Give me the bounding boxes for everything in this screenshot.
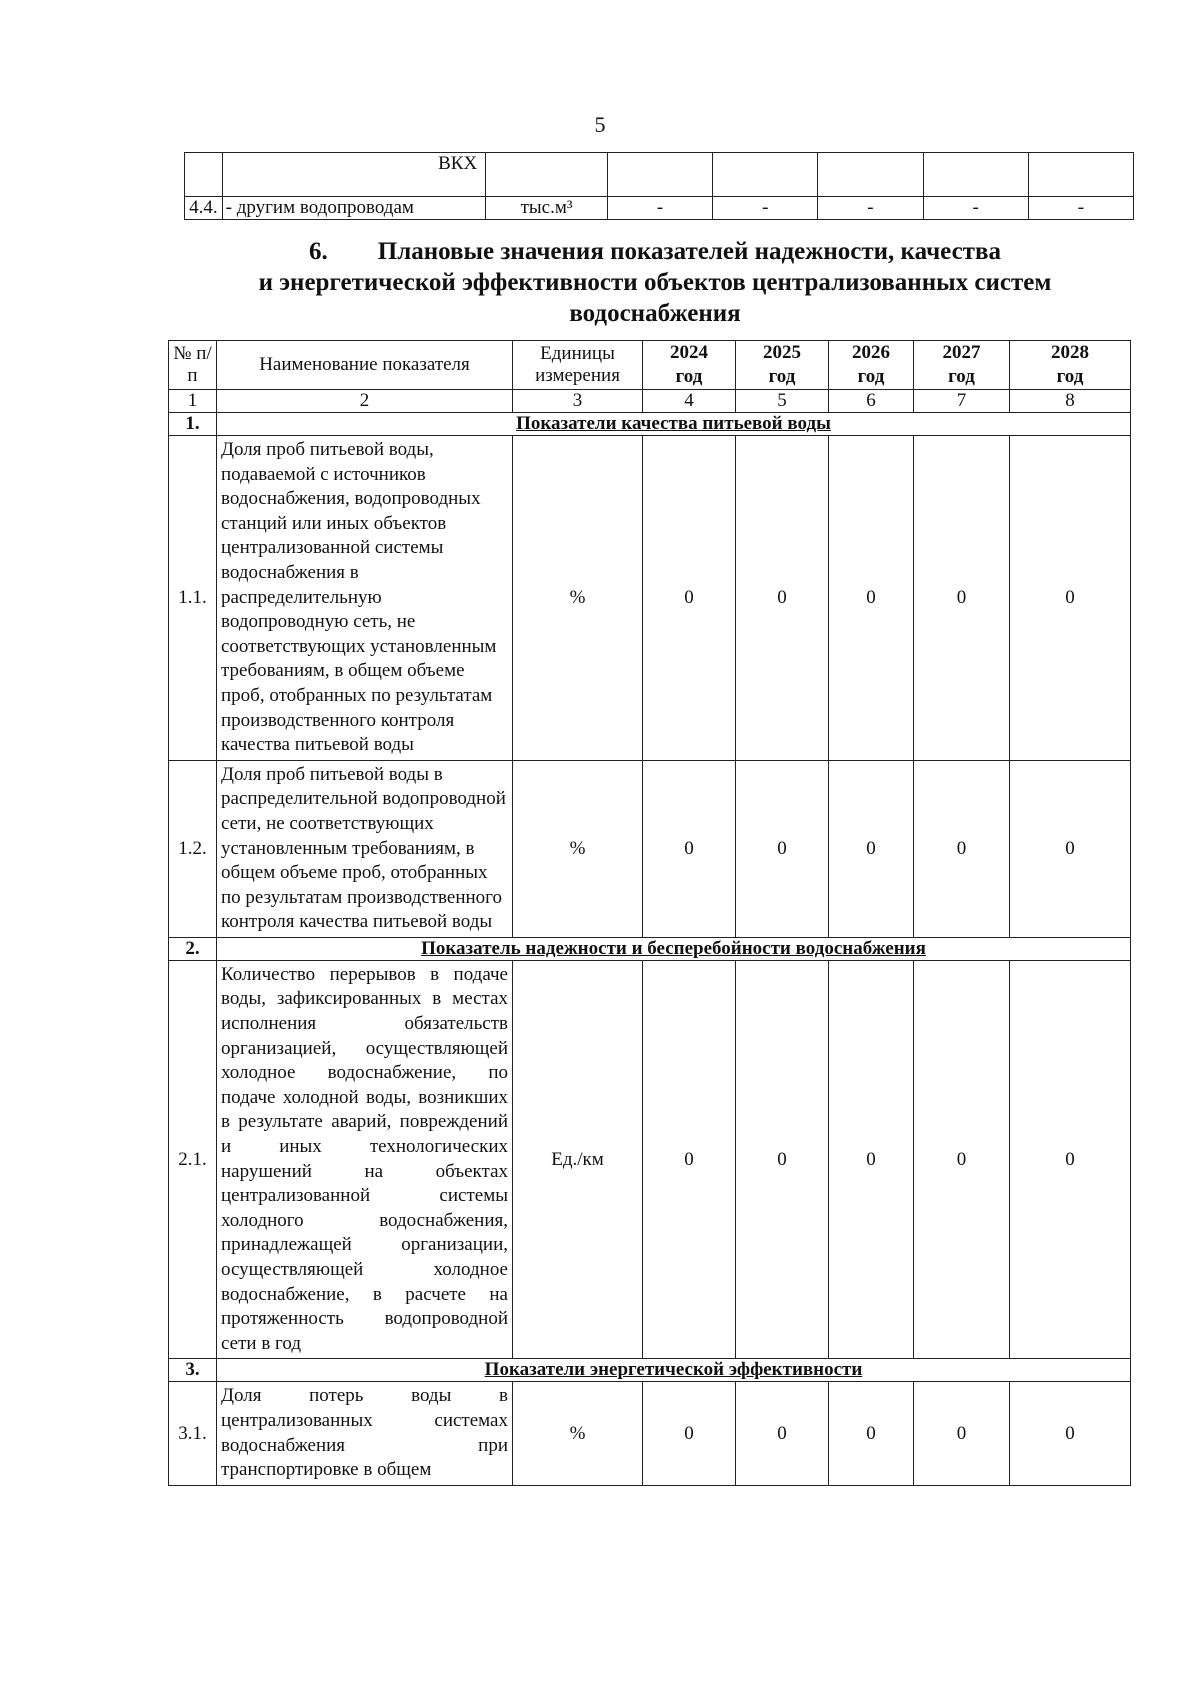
row-value	[607, 153, 712, 197]
year-suffix: год	[857, 366, 885, 387]
section-title: Показатели качества питьевой воды	[217, 413, 1131, 436]
row-name: Количество перерывов в подаче воды, зафиксированных в местах исполнения обязательств организацией, осуществляющей холодное водоснабжение, по подаче холодной воды, возникших в результате аварий, повреждений и иных технологических нарушений на объектах централизованной системы холодного водоснабжения, принадлежащей организации, осуществляющей холодное водоснабжение, в расчете на протяженность водопроводной сети в год	[217, 960, 513, 1359]
row-value: 0	[1010, 760, 1131, 937]
row-value: 0	[736, 1382, 829, 1485]
header-unit: Единицы измерения	[513, 341, 643, 390]
year-suffix: год	[948, 366, 975, 387]
year-suffix: год	[768, 366, 796, 387]
header-name: Наименование показателя	[217, 341, 513, 390]
section-number: 6.	[309, 238, 328, 265]
year: 2026	[852, 342, 890, 363]
row-index	[185, 153, 223, 197]
row-index: 1.2.	[169, 760, 217, 937]
row-value: 0	[829, 436, 914, 761]
section-title: Показатели энергетической эффективности	[217, 1359, 1131, 1382]
row-value: 0	[829, 760, 914, 937]
row-value: 0	[643, 960, 736, 1359]
row-value: 0	[643, 436, 736, 761]
row-value: 0	[736, 436, 829, 761]
row-unit: %	[513, 760, 643, 937]
indicators-table	[168, 340, 1131, 1486]
section-index: 3.	[169, 1359, 217, 1382]
header-year	[914, 341, 1010, 390]
year: 2024	[670, 342, 708, 363]
previous-table-continuation	[184, 152, 1134, 220]
table-header-row	[169, 341, 1131, 390]
row-value: 0	[914, 1382, 1010, 1485]
table-row	[169, 1382, 1131, 1485]
row-unit: Ед./км	[513, 960, 643, 1359]
row-value	[818, 153, 923, 197]
row-name: Доля проб питьевой воды в распределительной водопроводной сети, не соответствующих установленным требованиям, в общем объеме проб, отобранных по результатам производственного контроля качества питьевой воды	[217, 760, 513, 937]
section-title: Показатель надежности и бесперебойности водоснабжения	[217, 937, 1131, 960]
table-row	[169, 760, 1131, 937]
row-value: 0	[829, 1382, 914, 1485]
row-name: - другим водопроводам	[222, 197, 486, 220]
header-num: № п/п	[169, 341, 217, 390]
section-row	[169, 413, 1131, 436]
row-unit: %	[513, 1382, 643, 1485]
column-number: 2	[217, 390, 513, 413]
row-value	[1028, 153, 1133, 197]
section-title-line-2: и энергетической эффективности объектов централизованных систем	[258, 269, 1052, 296]
row-index: 2.1.	[169, 960, 217, 1359]
year: 2025	[763, 342, 801, 363]
section-title-line-3: водоснабжения	[569, 300, 741, 327]
section-row	[169, 937, 1131, 960]
column-number: 1	[169, 390, 217, 413]
header-year	[736, 341, 829, 390]
section-heading	[180, 236, 1130, 329]
year-suffix: год	[675, 366, 703, 387]
row-index: 1.1.	[169, 436, 217, 761]
row-unit: тыс.м³	[486, 197, 608, 220]
row-index: 4.4.	[185, 197, 223, 220]
row-value: 0	[914, 436, 1010, 761]
header-year	[1010, 341, 1131, 390]
row-name: ВКХ	[222, 153, 486, 197]
row-value	[713, 153, 818, 197]
column-number: 7	[914, 390, 1010, 413]
header-year	[829, 341, 914, 390]
header-year	[643, 341, 736, 390]
row-value: 0	[1010, 960, 1131, 1359]
row-value: 0	[643, 1382, 736, 1485]
row-value: -	[607, 197, 712, 220]
year: 2027	[942, 342, 981, 363]
column-number: 6	[829, 390, 914, 413]
table-row	[169, 960, 1131, 1359]
row-value: -	[818, 197, 923, 220]
page-number: 5	[594, 112, 606, 137]
row-value: 0	[736, 960, 829, 1359]
section-row	[169, 1359, 1131, 1382]
table-row	[185, 197, 1134, 220]
column-number: 3	[513, 390, 643, 413]
row-value: -	[713, 197, 818, 220]
table-row	[169, 436, 1131, 761]
row-value: -	[1028, 197, 1133, 220]
row-name: Доля потерь воды в централизованных системах водоснабжения при транспортировке в общем	[217, 1382, 513, 1485]
row-value: 0	[736, 760, 829, 937]
column-number: 4	[643, 390, 736, 413]
year-suffix: год	[1056, 366, 1084, 387]
row-value: 0	[914, 960, 1010, 1359]
row-unit: %	[513, 436, 643, 761]
column-numbers-row	[169, 390, 1131, 413]
column-number: 5	[736, 390, 829, 413]
table-row	[185, 153, 1134, 197]
row-value: 0	[829, 960, 914, 1359]
section-index: 2.	[169, 937, 217, 960]
row-value: 0	[914, 760, 1010, 937]
year: 2028	[1051, 342, 1089, 363]
section-index: 1.	[169, 413, 217, 436]
column-number: 8	[1010, 390, 1131, 413]
row-value: 0	[1010, 436, 1131, 761]
row-index: 3.1.	[169, 1382, 217, 1485]
row-value: 0	[1010, 1382, 1131, 1485]
row-value: -	[923, 197, 1028, 220]
row-value: 0	[643, 760, 736, 937]
row-name: Доля проб питьевой воды, подаваемой с источников водоснабжения, водопроводных станций или иных объектов централизованной системы водоснабжения в распределительную водопроводную сеть, не соответствующих установленным требованиям, в общем объеме проб, отобранных по результатам производственного контроля качества питьевой воды	[217, 436, 513, 761]
row-value	[923, 153, 1028, 197]
section-title-line-1: Плановые значения показателей надежности, качества	[377, 238, 1001, 265]
row-unit	[486, 153, 608, 197]
